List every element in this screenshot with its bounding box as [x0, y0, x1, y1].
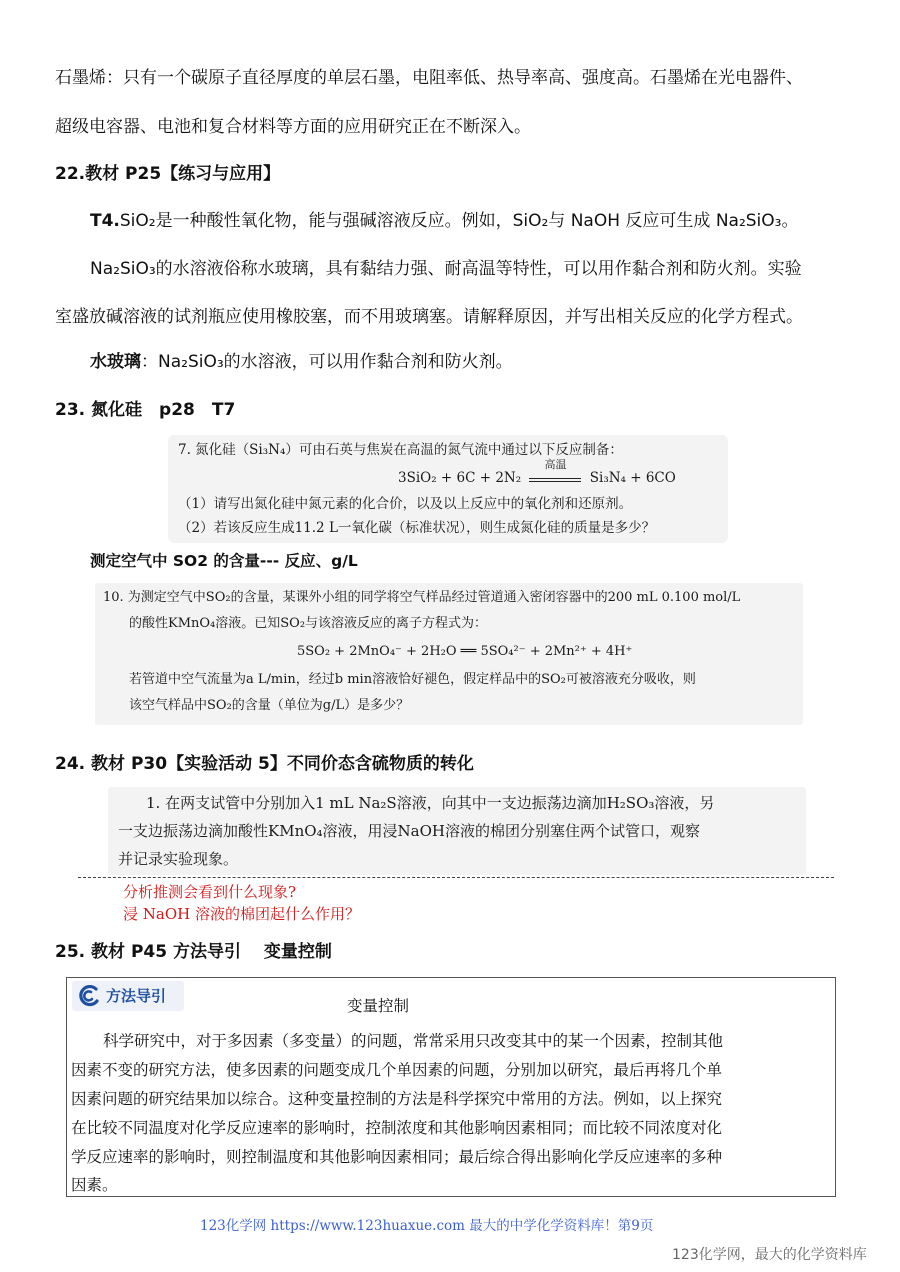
watermark-text: 123化学网，最大的化学资料库 — [672, 1247, 867, 1263]
method-line-2: 因素不变的研究方法，使多因素的问题变成几个单因素的问题，分别加以研究，最后再将几个单 — [71, 1061, 723, 1079]
graphene-line-2: 超级电容器、电池和复合材料等方面的应用研究正在不断深入。 — [55, 117, 531, 137]
question-10-image — [95, 583, 803, 725]
dashed-divider — [78, 877, 834, 878]
q7-eq-right: Si₃N₄ + 6CO — [589, 470, 676, 486]
graphene-line-1: 石墨烯：只有一个碳原子直径厚度的单层石墨，电阻率低、热导率高、强度高。石墨烯在光电器件、 — [55, 68, 803, 88]
method-line-5: 学反应速率的影响时，则控制温度和其他影响因素相同；最后综合得出影响化学反应速率的多种 — [71, 1148, 723, 1166]
experiment-image — [108, 787, 806, 875]
method-guide-badge — [72, 981, 184, 1011]
method-guide-box — [66, 977, 836, 1197]
footer-text: 123化学网 https://www.123huaxue.com 最大的中学化学资料库！第9页 — [200, 1218, 654, 1234]
water-glass-label: 水玻璃 — [90, 352, 141, 372]
q7-sub-2: （2）若该反应生成11.2 L一氧化碳（标准状况），则生成氮化硅的质量是多少？ — [178, 520, 656, 536]
q7-condition: 高温 — [544, 458, 567, 471]
method-line-6: 因素。 — [71, 1176, 118, 1194]
section-25-heading: 25. 教材 P45 方法导引 变量控制 — [55, 942, 332, 962]
exp-line-3: 并记录实验现象。 — [118, 850, 239, 868]
q7-eq-left: 3SiO₂ + 6C + 2N₂ — [398, 470, 522, 486]
t4-p2-line-1: Na₂SiO₃的水溶液俗称水玻璃，具有黏结力强、耐高温等特性，可以用作黏合剂和防火剂。实验 — [90, 259, 802, 279]
exp-line-2: 一支边振荡边滴加酸性KMnO₄溶液，用浸NaOH溶液的棉团分别塞住两个试管口，观察 — [118, 822, 700, 840]
t4-label: T4. — [90, 211, 120, 231]
water-glass-text: ：Na₂SiO₃的水溶液，可以用作黏合剂和防火剂。 — [141, 352, 513, 372]
section-22-heading: 22.教材 P25【练习与应用】 — [55, 164, 281, 184]
question-7-image — [168, 435, 728, 543]
t4-text: SiO₂是一种酸性氧化物，能与强碱溶液反应。例如，SiO₂与 NaOH 反应可生成 Na₂SiO₃。 — [119, 211, 799, 231]
q7-sub-1: （1）请写出氮化硅中氮元素的化合价，以及以上反应中的氧化剂和还原剂。 — [178, 496, 633, 512]
q10-line-1: 10. 为测定空气中SO₂的含量，某课外小组的同学将空气样品经过管道通入密闭容器中的200 mL 0.100 mol/L — [103, 590, 741, 605]
so2-heading: 测定空气中 SO2 的含量--- 反应、g/L — [90, 552, 358, 570]
q10-equation: 5SO₂ + 2MnO₄⁻ + 2H₂O ══ 5SO₄²⁻ + 2Mn²⁺ + 4H⁺ — [297, 644, 633, 659]
q10-line-4: 该空气样品中SO₂的含量（单位为g/L）是多少？ — [129, 698, 410, 713]
method-guide-icon — [76, 984, 102, 1008]
section-23-heading: 23. 氮化硅 p28 T7 — [55, 400, 236, 420]
method-box-title: 变量控制 — [347, 997, 410, 1015]
method-line-3: 因素问题的研究结果加以综合。这种变量控制的方法是科学探究中常用的方法。例如，以上探究 — [71, 1090, 723, 1108]
method-line-4: 在比较不同温度对化学反应速率的影响时，控制浓度和其他影响因素相同；而比较不同浓度对化 — [71, 1119, 723, 1137]
q10-line-2: 的酸性KMnO₄溶液。已知SO₂与该溶液反应的离子方程式为： — [129, 616, 488, 631]
t4-paragraph — [90, 208, 798, 234]
question-phenomenon: 分析推测会看到什么现象? — [123, 883, 297, 901]
t4-p2-line-2: 室盛放碱溶液的试剂瓶应使用橡胶塞，而不用玻璃塞。请解释原因，并写出相关反应的化学方程式。 — [55, 307, 803, 327]
q10-line-3: 若管道中空气流量为a L/min，经过b min溶液恰好褪色，假定样品中的SO₂可被溶液充分吸收，则 — [129, 672, 696, 687]
exp-line-1: 1. 在两支试管中分别加入1 mL Na₂S溶液，向其中一支边振荡边滴加H₂SO₃溶液，另 — [146, 794, 715, 812]
method-guide-label: 方法导引 — [106, 987, 167, 1005]
q7-eq-arrow — [529, 458, 581, 482]
water-glass-answer — [90, 349, 513, 375]
question-cotton-role: 浸 NaOH 溶液的棉团起什么作用？ — [123, 905, 360, 923]
section-24-heading: 24. 教材 P30【实验活动 5】不同价态含硫物质的转化 — [55, 754, 474, 774]
q7-equation — [398, 458, 676, 489]
q7-line-1: 7. 氮化硅（Si₃N₄）可由石英与焦炭在高温的氮气流中通过以下反应制备： — [178, 442, 623, 458]
method-line-1: 科学研究中，对于多因素（多变量）的问题，常常采用只改变其中的某一个因素，控制其他 — [103, 1032, 724, 1050]
